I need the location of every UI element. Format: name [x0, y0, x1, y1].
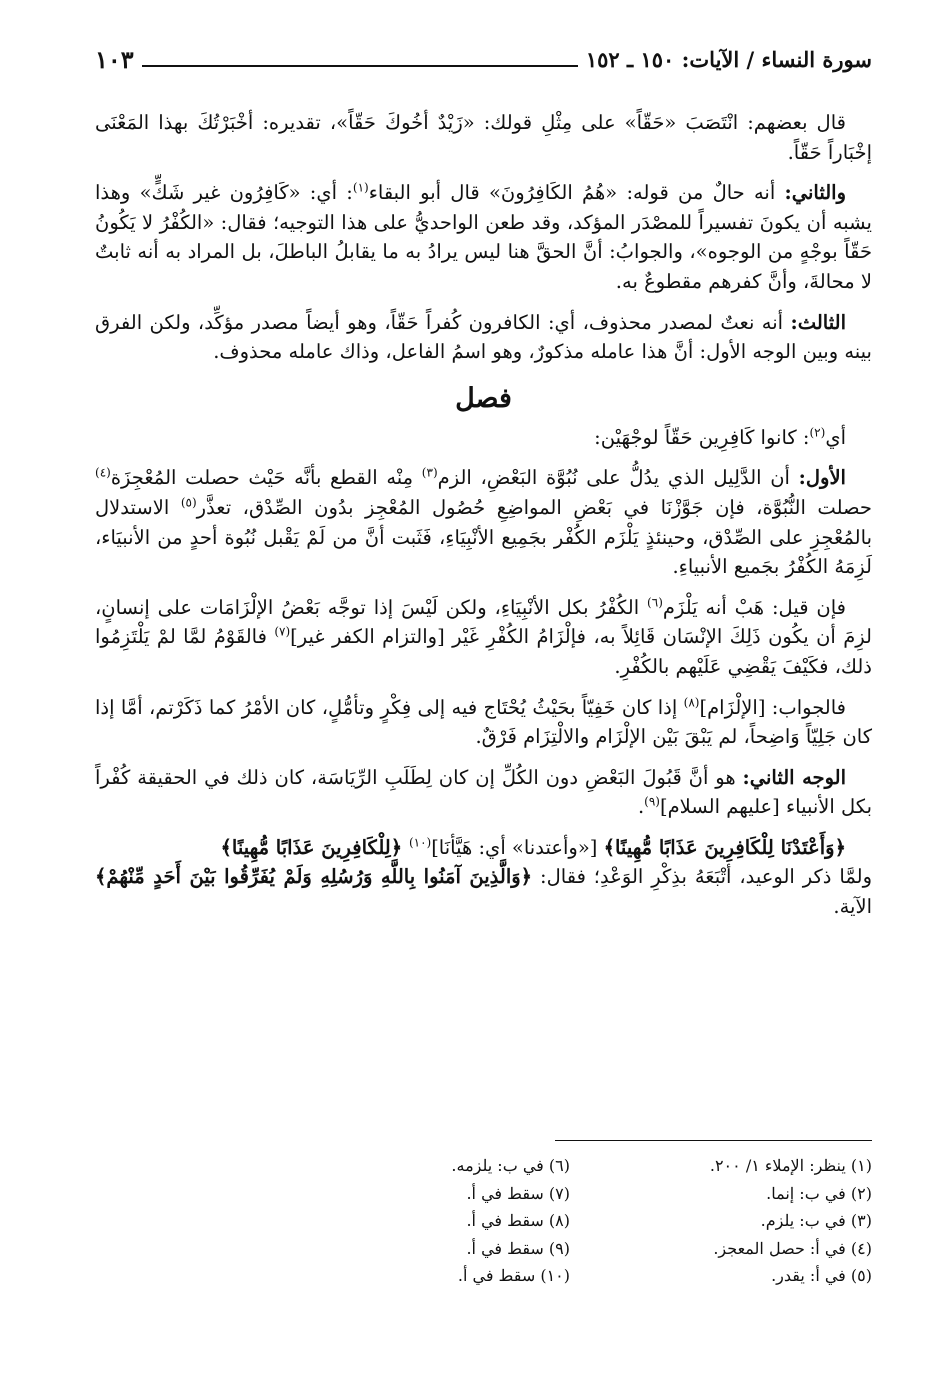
footnote: (٦) في ب: يلزمه. — [451, 1156, 570, 1175]
footnotes-left-column — [300, 1152, 570, 1290]
paragraph-second-aspect — [95, 763, 872, 822]
paragraph-lead: الوجه الثاني: — [742, 765, 847, 789]
footnote: (٨) سقط في أ. — [466, 1211, 570, 1230]
paragraph-lead: والثاني: — [784, 181, 846, 205]
paragraph-text: أنه نعتٌ لمصدر محذوف، أي: الكافرون كُفراً حَقّاً، وهو أيضاً مصدر مؤكِّد، ولكن الفرق بينه وبين الوجه الأول: أنَّ هذا عامله مذكورٌ، وهو اسمُ الفاعل، وذاك عامله محذوف. — [95, 310, 872, 364]
paragraph-text: إذا كان خَفِيّاً بحَيْثُ يُحْتَاج فيه إلى فِكْرٍ وتأمُّلٍ، كان الأمْرُ كما ذَكَرْتم، أمَّا إذا كان جَلِيّاً وَاضِحاً، لم يَبْقَ بَيْن الإلْزَام والالْتِزَام فَرْقٌ. — [95, 695, 872, 749]
footnote: (٧) سقط في أ. — [466, 1183, 570, 1203]
paragraph-text: مِنْه القطع بأنَّه حَيْث حصلت المُعْجِزَة — [110, 466, 422, 490]
paragraph-text: : كانوا كَافِرِين حَقّاً لوجْهَيْن: — [594, 425, 810, 449]
paragraph-text: حصلت النُّبُوَّة، فإن جَوَّزْنَا في بَعْضِ المواضِعِ حُصُول المُعْجِز بدُون الصِّدْق، تعذَّر — [196, 495, 872, 519]
paragraph-text: فالجواب: [الإلْزَام] — [699, 695, 847, 719]
paragraph-ay — [95, 423, 872, 453]
footnote: (٩) سقط في أ. — [466, 1238, 570, 1258]
footnote-ref: (٥) — [180, 495, 197, 510]
main-text — [95, 108, 872, 933]
paragraph-text: فإن قيل: هَبْ أنه يَلْزَم — [662, 595, 846, 619]
footnote-ref: (١٠) — [408, 835, 432, 850]
quran-verse: ﴿لِلْكَافِرِينَ عَذَابًا مُّهِينًا﴾ — [220, 835, 409, 859]
paragraph-text: أنه حالٌ من قوله: «هُمُ الكَافِرُونَ» قال أبو البقاء — [368, 181, 785, 205]
page-number: ١٠٣ — [95, 45, 134, 74]
paragraph-text: [«وأعتدنا» أي: هَيَّأنَا] — [431, 835, 604, 859]
paragraph-objection — [95, 593, 872, 682]
paragraph-qala-badduhum — [95, 108, 872, 167]
paragraph-answer — [95, 693, 872, 752]
footnote: (٥) في أ: يقدر. — [771, 1266, 872, 1285]
footnote-separator — [555, 1140, 872, 1141]
paragraph-text: هو أنَّ قَبُولَ البَعْضِ دون الكُلِّ إن كان لِطَلَبِ الرِّيَاسَة، كان ذلك في الحقيقة كُفْراً بكل الأنبياء [عليهم السلام] — [95, 765, 872, 819]
footnote: (١٠) سقط في أ. — [457, 1266, 570, 1285]
paragraph-text: ولمَّا ذكر الوعيد، أتْبَعَهُ بذِكْرِ الوَعْدِ؛ فقال: — [532, 865, 872, 889]
footnotes-right-column — [602, 1152, 872, 1290]
paragraph-text: قال بعضهم: انْتَصَبَ «حَقّاً» على مِثْلِ قولك: «زَيْدٌ أخُوكَ حَقّاً»، تقديره: أخْبَرْتُكَ بهذا المَعْنَى إخْبَاراً حَقّاً. — [95, 111, 872, 164]
paragraph-lead: الثالث: — [790, 310, 846, 334]
footnote: (٢) في ب: إنما. — [766, 1183, 872, 1203]
footnote-ref: (٩) — [644, 794, 660, 809]
footnote-ref: (٨) — [683, 695, 700, 709]
footnote-ref: (٦) — [647, 595, 663, 610]
section-title: فصل — [455, 382, 512, 414]
paragraph-text: . — [637, 795, 645, 819]
paragraph-text: الكُفْرُ بكل الأنْبِيَاءِ، ولكن لَيْسَ إذا توجَّه بَعْضُ الإلْزَامَات على إنسانٍ، لزِمَ أن يكُون ذَلِكَ الإنْسَان قَائِلاً به، فإلْزَامُ الكُفْرِ غَيْر [والتزام الكفر غير] — [95, 595, 872, 649]
footnote: (٣) في ب: يلزم. — [760, 1211, 872, 1230]
running-title: سورة النساء / الآيات: ١٥٠ ـ ١٥٢ — [585, 47, 872, 72]
paragraph-lead: الأول: — [798, 466, 846, 490]
paragraph-verse — [95, 833, 872, 863]
footnotes — [300, 1152, 872, 1290]
page-header — [95, 40, 872, 76]
footnote: (١) ينظر: الإملاء ١/ ٢٠٠. — [709, 1156, 872, 1175]
footnote-ref: (١) — [352, 180, 369, 195]
footnote-ref: (٢) — [809, 425, 826, 440]
paragraph-text: أي — [825, 425, 846, 449]
paragraph-althani — [95, 178, 872, 296]
paragraph-promise — [95, 862, 872, 921]
paragraph-text: : أي: «كَافِرُون غير شَكٍّ» وهذا يشبه أن يكونَ تفسيراً للمصْدَر المؤكد، وقد طعن الواحديُّ على هذا التوجيه؛ فقال: «الكُفْرُ لا يَكُونُ حَقّاً بوجْهٍ من الوجوه»، والجوابُ: أنَّ الحقَّ هنا ليس يرادُ به ما يقابلُ الباطلَ، بل المراد به أنه ثابتٌ لا محالةَ، وأنَّ كفرهم مقطوعٌ به. — [95, 181, 872, 293]
paragraph-text: الاستدلال بالمُعْجِزِ على الصِّدْق، وحينئذٍ يَلْزَم الكُفْر بجَمِيع الأنْبِيَاءِ، فَثَبت أنَّ من لَمْ يَقْبل نُبُوة أحدٍ من الأنبيَاء، لَزِمَهُ الكُفْرُ بجَميع الأنبياءِ. — [95, 495, 872, 579]
paragraph-text: الآية. — [833, 895, 872, 919]
quran-verse: ﴿وَالَّذِينَ آمَنُوا بِاللَّهِ وَرُسُلِهِ وَلَمْ يُفَرِّقُوا بَيْنَ أَحَدٍ مِّنْهُمْ﴾ — [95, 865, 533, 889]
footnote-ref: (٧) — [274, 624, 291, 639]
paragraph-text: فالقَوْمُ لمَّا لمْ يَلْتَزِمُوا ذلك، فكَيْفَ يَقْضِي عَلَيْهم بالكُفْرِ. — [95, 625, 872, 678]
paragraph-text: أن الدَّلِيل الذي يدُلُّ على نُبُوَّة البَعْضِ، الزم — [437, 466, 799, 490]
paragraph-althalith — [95, 308, 872, 367]
footnote-ref: (٤) — [95, 465, 111, 480]
footnote: (٤) في أ: حصل المعجز. — [713, 1238, 872, 1258]
footnote-ref: (٣) — [421, 465, 438, 480]
header-rule — [142, 65, 578, 67]
quran-verse: ﴿وَأَعْتَدْنَا لِلْكَافِرِينَ عَذَابًا مُّهِينًا﴾ — [603, 835, 846, 859]
paragraph-alawwal — [95, 463, 872, 581]
